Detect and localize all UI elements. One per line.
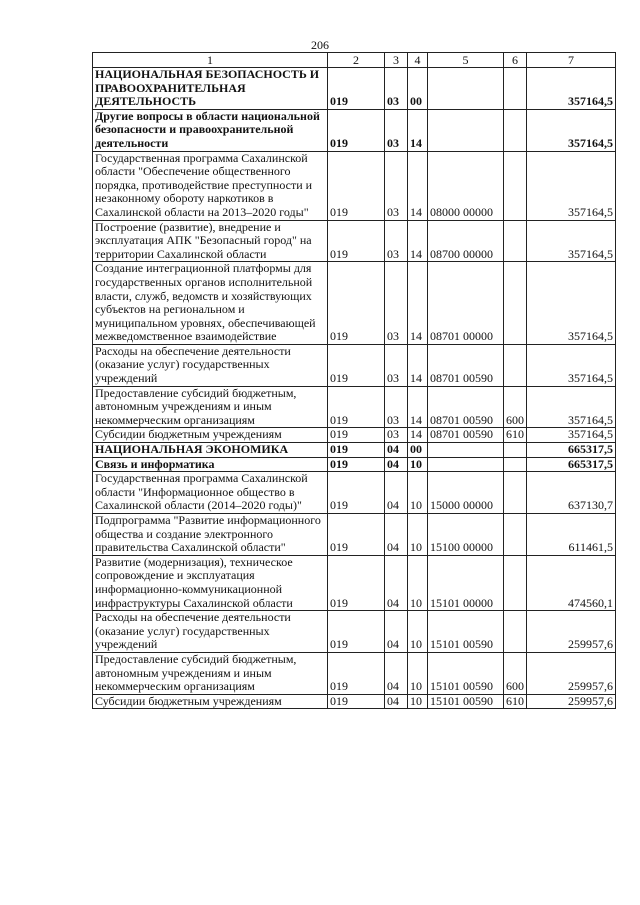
amount-cell: 357164,5 — [527, 262, 616, 345]
table-row — [93, 472, 616, 514]
amount-cell: 637130,7 — [527, 472, 616, 514]
target-article-cell: 08701 00590 — [428, 428, 504, 443]
table-row — [93, 68, 616, 110]
amount-cell: 611461,5 — [527, 514, 616, 556]
amount-cell: 357164,5 — [527, 428, 616, 443]
subsection-cell: 14 — [408, 344, 428, 386]
target-article-cell: 15100 00000 — [428, 514, 504, 556]
subsection-cell: 10 — [408, 611, 428, 653]
table-row — [93, 220, 616, 262]
header-cell: 6 — [504, 53, 527, 68]
table-body — [93, 53, 616, 709]
code-cell: 019 — [328, 151, 385, 220]
item-name-cell: Государственная программа Сахалинской области "Обеспечение общественного порядка, противодействие преступности и незаконному обороту наркотиков в Сахалинской области на 2013–2020 годы" — [93, 151, 328, 220]
code-cell: 019 — [328, 472, 385, 514]
expense-type-cell — [504, 220, 527, 262]
code-cell: 019 — [328, 611, 385, 653]
table-row — [93, 428, 616, 443]
target-article-cell: 15101 00000 — [428, 555, 504, 610]
expense-type-cell — [504, 344, 527, 386]
item-name-cell: Развитие (модернизация), техническое сопровождение и эксплуатация информационно-коммуникационной инфраструктуры Сахалинской области — [93, 555, 328, 610]
section-cell: 04 — [385, 472, 408, 514]
header-cell: 2 — [328, 53, 385, 68]
target-article-cell — [428, 457, 504, 472]
subsection-cell: 10 — [408, 555, 428, 610]
subsection-cell: 14 — [408, 220, 428, 262]
table-row — [93, 457, 616, 472]
table-row — [93, 443, 616, 458]
code-cell: 019 — [328, 443, 385, 458]
table-row — [93, 344, 616, 386]
section-cell: 03 — [385, 344, 408, 386]
target-article-cell: 15101 00590 — [428, 694, 504, 709]
table-row — [93, 262, 616, 345]
target-article-cell: 08700 00000 — [428, 220, 504, 262]
target-article-cell: 15000 00000 — [428, 472, 504, 514]
target-article-cell: 08701 00590 — [428, 386, 504, 428]
item-name-cell: Связь и информатика — [93, 457, 328, 472]
expense-type-cell — [504, 514, 527, 556]
target-article-cell: 15101 00590 — [428, 611, 504, 653]
header-cell: 7 — [527, 53, 616, 68]
target-article-cell: 08701 00590 — [428, 344, 504, 386]
section-cell: 03 — [385, 151, 408, 220]
budget-table — [92, 52, 616, 709]
expense-type-cell — [504, 443, 527, 458]
subsection-cell: 10 — [408, 457, 428, 472]
header-cell: 5 — [428, 53, 504, 68]
amount-cell: 259957,6 — [527, 652, 616, 694]
expense-type-cell: 600 — [504, 386, 527, 428]
section-cell: 03 — [385, 386, 408, 428]
table-row — [93, 611, 616, 653]
subsection-cell: 00 — [408, 68, 428, 110]
table-row — [93, 514, 616, 556]
code-cell: 019 — [328, 220, 385, 262]
target-article-cell — [428, 109, 504, 151]
target-article-cell: 15101 00590 — [428, 652, 504, 694]
item-name-cell: НАЦИОНАЛЬНАЯ БЕЗОПАСНОСТЬ И ПРАВООХРАНИТЕЛЬНАЯ ДЕЯТЕЛЬНОСТЬ — [93, 68, 328, 110]
code-cell: 019 — [328, 109, 385, 151]
target-article-cell: 08701 00000 — [428, 262, 504, 345]
section-cell: 03 — [385, 428, 408, 443]
amount-cell: 357164,5 — [527, 68, 616, 110]
item-name-cell: Расходы на обеспечение деятельности (оказание услуг) государственных учреждений — [93, 344, 328, 386]
expense-type-cell — [504, 472, 527, 514]
expense-type-cell — [504, 611, 527, 653]
amount-cell: 357164,5 — [527, 109, 616, 151]
subsection-cell: 10 — [408, 472, 428, 514]
subsection-cell: 10 — [408, 514, 428, 556]
subsection-cell: 14 — [408, 262, 428, 345]
header-cell: 3 — [385, 53, 408, 68]
page-number: 206 — [311, 38, 329, 52]
table-row — [93, 109, 616, 151]
section-cell: 03 — [385, 109, 408, 151]
item-name-cell: Расходы на обеспечение деятельности (оказание услуг) государственных учреждений — [93, 611, 328, 653]
expense-type-cell — [504, 555, 527, 610]
amount-cell: 357164,5 — [527, 344, 616, 386]
code-cell: 019 — [328, 386, 385, 428]
subsection-cell: 14 — [408, 109, 428, 151]
expense-type-cell: 600 — [504, 652, 527, 694]
header-cell: 1 — [93, 53, 328, 68]
amount-cell: 259957,6 — [527, 611, 616, 653]
table-row — [93, 386, 616, 428]
expense-type-cell — [504, 68, 527, 110]
target-article-cell — [428, 443, 504, 458]
subsection-cell: 14 — [408, 386, 428, 428]
table-row — [93, 151, 616, 220]
expense-type-cell — [504, 151, 527, 220]
item-name-cell: Государственная программа Сахалинской области "Информационное общество в Сахалинской области (2014–2020 годы)" — [93, 472, 328, 514]
item-name-cell: Субсидии бюджетным учреждениям — [93, 428, 328, 443]
expense-type-cell — [504, 109, 527, 151]
code-cell: 019 — [328, 344, 385, 386]
amount-cell: 474560,1 — [527, 555, 616, 610]
item-name-cell: НАЦИОНАЛЬНАЯ ЭКОНОМИКА — [93, 443, 328, 458]
expense-type-cell — [504, 262, 527, 345]
code-cell: 019 — [328, 457, 385, 472]
amount-cell: 259957,6 — [527, 694, 616, 709]
item-name-cell: Подпрограмма "Развитие информационного общества и создание электронного правительства Сахалинской области" — [93, 514, 328, 556]
header-row — [93, 53, 616, 68]
expense-type-cell — [504, 457, 527, 472]
section-cell: 03 — [385, 262, 408, 345]
target-article-cell — [428, 68, 504, 110]
section-cell: 03 — [385, 68, 408, 110]
section-cell: 04 — [385, 694, 408, 709]
section-cell: 03 — [385, 220, 408, 262]
code-cell: 019 — [328, 694, 385, 709]
header-cell: 4 — [408, 53, 428, 68]
item-name-cell: Создание интеграционной платформы для государственных органов исполнительной власти, служб, ведомств и хозяйствующих субъектов на региональном и муниципальном уровнях, обеспечивающей межведомственное взаимодействие — [93, 262, 328, 345]
code-cell: 019 — [328, 262, 385, 345]
expense-type-cell: 610 — [504, 694, 527, 709]
subsection-cell: 14 — [408, 151, 428, 220]
subsection-cell: 14 — [408, 428, 428, 443]
subsection-cell: 10 — [408, 694, 428, 709]
code-cell: 019 — [328, 428, 385, 443]
item-name-cell: Предоставление субсидий бюджетным, автономным учреждениям и иным некоммерческим организациям — [93, 386, 328, 428]
section-cell: 04 — [385, 514, 408, 556]
table-row — [93, 694, 616, 709]
expense-type-cell: 610 — [504, 428, 527, 443]
subsection-cell: 00 — [408, 443, 428, 458]
item-name-cell: Построение (развитие), внедрение и эксплуатация АПК "Безопасный город" на территории Сахалинской области — [93, 220, 328, 262]
amount-cell: 357164,5 — [527, 386, 616, 428]
amount-cell: 357164,5 — [527, 151, 616, 220]
code-cell: 019 — [328, 514, 385, 556]
target-article-cell: 08000 00000 — [428, 151, 504, 220]
subsection-cell: 10 — [408, 652, 428, 694]
item-name-cell: Субсидии бюджетным учреждениям — [93, 694, 328, 709]
item-name-cell: Другие вопросы в области национальной безопасности и правоохранительной деятельности — [93, 109, 328, 151]
table-row — [93, 555, 616, 610]
code-cell: 019 — [328, 68, 385, 110]
item-name-cell: Предоставление субсидий бюджетным, автономным учреждениям и иным некоммерческим организациям — [93, 652, 328, 694]
code-cell: 019 — [328, 555, 385, 610]
amount-cell: 665317,5 — [527, 457, 616, 472]
code-cell: 019 — [328, 652, 385, 694]
section-cell: 04 — [385, 443, 408, 458]
amount-cell: 357164,5 — [527, 220, 616, 262]
amount-cell: 665317,5 — [527, 443, 616, 458]
section-cell: 04 — [385, 611, 408, 653]
section-cell: 04 — [385, 652, 408, 694]
section-cell: 04 — [385, 555, 408, 610]
table-row — [93, 652, 616, 694]
section-cell: 04 — [385, 457, 408, 472]
